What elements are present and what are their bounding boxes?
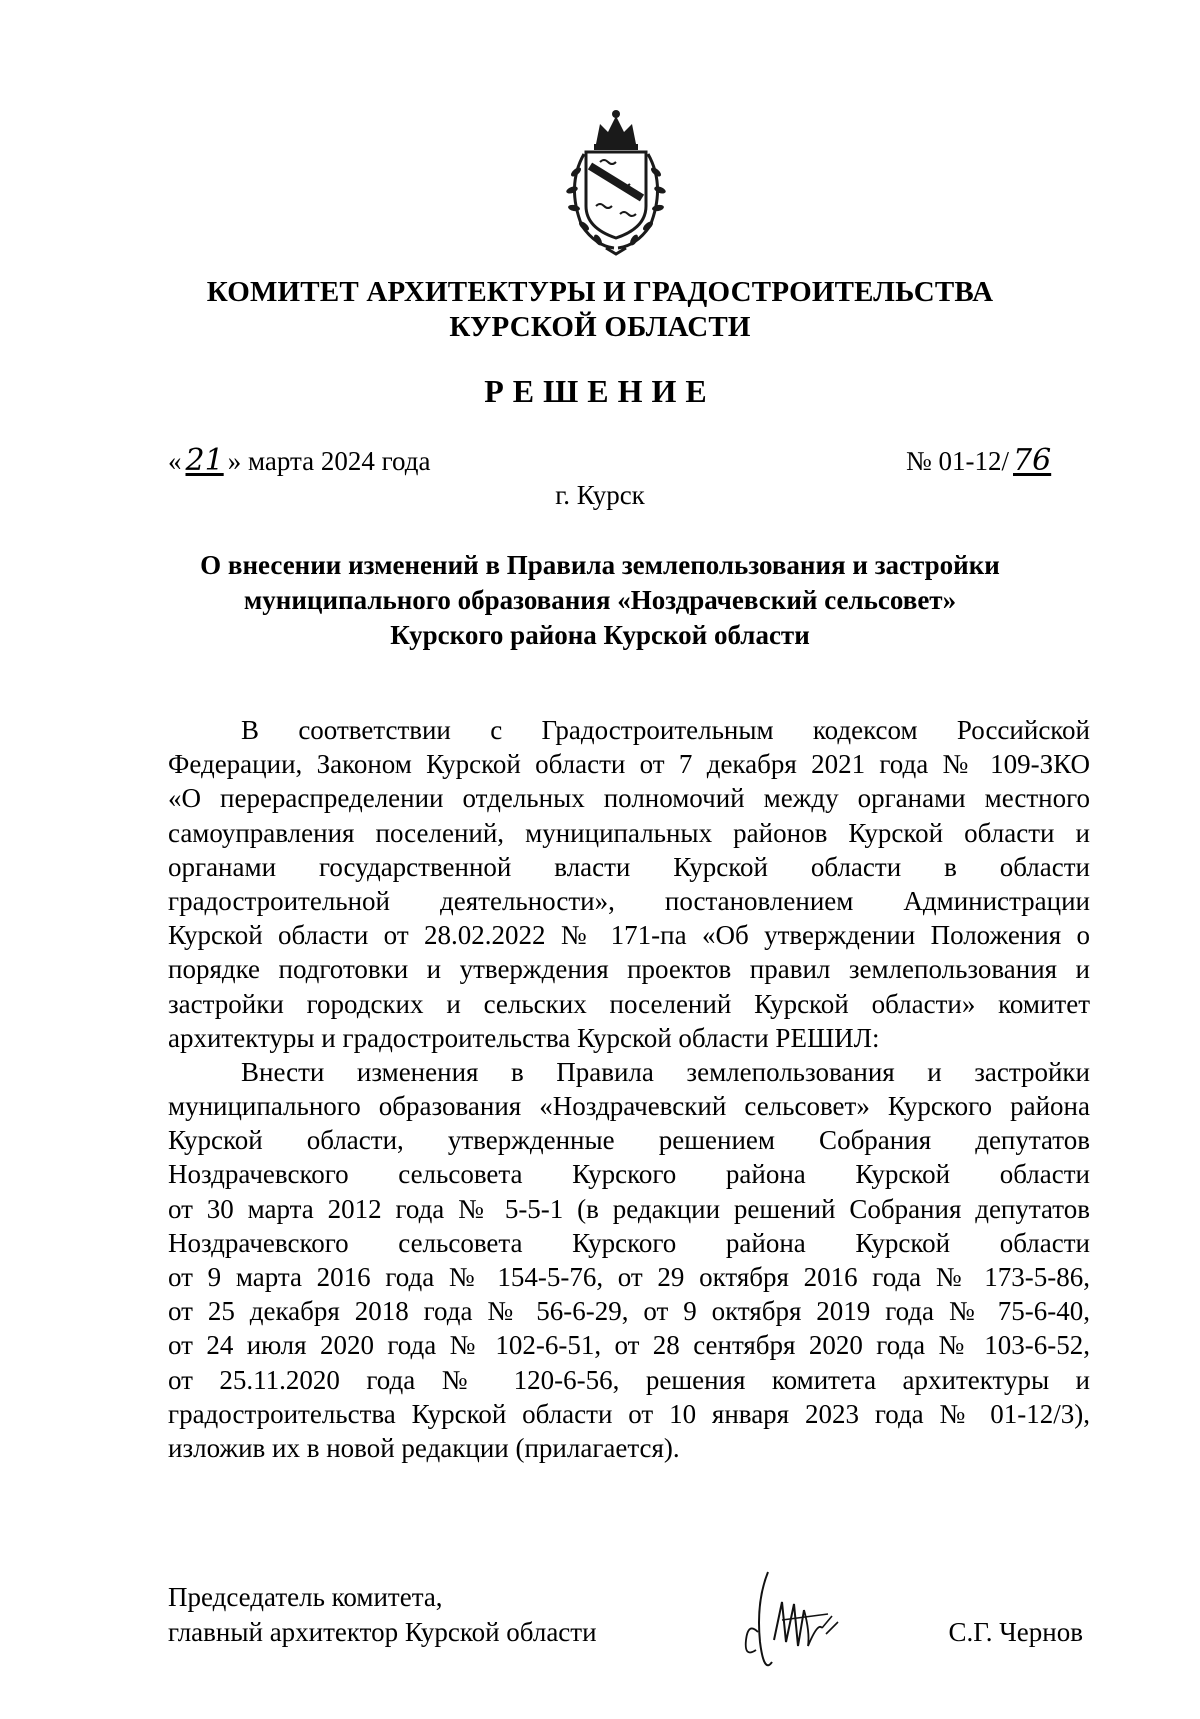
subject-line3: Курского района Курской области bbox=[390, 620, 810, 650]
body-line: Курской области, утвержденные решением Собрания депутатов bbox=[168, 1125, 1090, 1156]
body-line: порядке подготовки и утверждения проектов правил землепользования и bbox=[168, 954, 1090, 985]
body-line: от 30 марта 2012 года № 5-5-1 (в редакции решений Собрания депутатов bbox=[168, 1193, 1090, 1224]
body-line: от 25 декабря 2018 года № 56-6-29, от 9 октября 2019 года № 75-6-40, bbox=[168, 1296, 1090, 1327]
signatory-name: С.Г. Чернов bbox=[948, 1617, 1083, 1647]
body-line: органами государственной власти Курской области в области bbox=[168, 851, 1090, 882]
document-type-title: РЕШЕНИЕ bbox=[484, 373, 716, 409]
document-number-prefix: № 01-12/ bbox=[905, 446, 1009, 476]
body-line: самоуправления поселений, муниципальных районов Курской области и bbox=[168, 817, 1090, 848]
body-line: В соответствии с Градостроительным кодексом Российской bbox=[241, 715, 1090, 745]
date-day-handwritten: 21 bbox=[185, 443, 224, 478]
body-line: Ноздрачевского сельсовета Курского района Курской области bbox=[168, 1159, 1090, 1190]
organization-name-line1: КОМИТЕТ АРХИТЕКТУРЫ И ГРАДОСТРОИТЕЛЬСТВА bbox=[206, 276, 994, 308]
body-line: от 24 июля 2020 года № 102-6-51, от 28 сентября 2020 года № 103-6-52, bbox=[168, 1330, 1090, 1361]
body-line: архитектуры и градостроительства Курской области РЕШИЛ: bbox=[168, 1022, 880, 1053]
date-month-year: » марта 2024 года bbox=[227, 446, 431, 476]
document-body bbox=[168, 713, 1090, 1465]
body-line: градостроительства Курской области от 10 января 2023 года № 01-12/3), bbox=[168, 1398, 1090, 1429]
document-number bbox=[906, 443, 1083, 478]
body-line: градостроительной деятельности», постановлением Администрации bbox=[168, 885, 1090, 916]
body-line: Курской области от 28.02.2022 № 171-па «Об утверждении Положения о bbox=[168, 920, 1090, 951]
body-line: Внести изменения в Правила землепользования и застройки bbox=[241, 1056, 1090, 1087]
document-number-handwritten: 76 bbox=[1013, 443, 1052, 478]
handwritten-signature-icon bbox=[738, 1562, 858, 1682]
signatory-position-line2: главный архитектор Курской области bbox=[168, 1617, 597, 1647]
kursk-coat-of-arms-icon bbox=[556, 106, 676, 256]
body-line: застройки городских и сельских поселений Курской области» комитет bbox=[168, 988, 1090, 1019]
document-city: г. Курск bbox=[555, 480, 645, 510]
signatory-position-line1: Председатель комитета, bbox=[168, 1582, 443, 1612]
body-line: от 25.11.2020 года № 120-6-56, решения комитета архитектуры и bbox=[168, 1364, 1090, 1395]
body-line: «О перераспределении отдельных полномочий между органами местного bbox=[168, 783, 1090, 814]
organization-name-line2: КУРСКОЙ ОБЛАСТИ bbox=[449, 311, 751, 343]
body-line: муниципального образования «Ноздрачевский сельсовет» Курского района bbox=[168, 1091, 1090, 1122]
subject-line1: О внесении изменений в Правила землепользования и застройки bbox=[200, 550, 1000, 580]
body-line: Федерации, Законом Курской области от 7 декабря 2021 года № 109-ЗКО bbox=[168, 749, 1090, 780]
body-line: от 9 марта 2016 года № 154-5-76, от 29 октября 2016 года № 173-5-86, bbox=[168, 1262, 1090, 1292]
document-date bbox=[168, 443, 430, 478]
date-open-quote: « bbox=[168, 446, 182, 476]
subject-line2: муниципального образования «Ноздрачевский сельсовет» bbox=[243, 585, 957, 615]
body-line: изложив их в новой редакции (прилагается). bbox=[168, 1432, 680, 1463]
body-line: Ноздрачевского сельсовета Курского района Курской области bbox=[168, 1227, 1090, 1258]
